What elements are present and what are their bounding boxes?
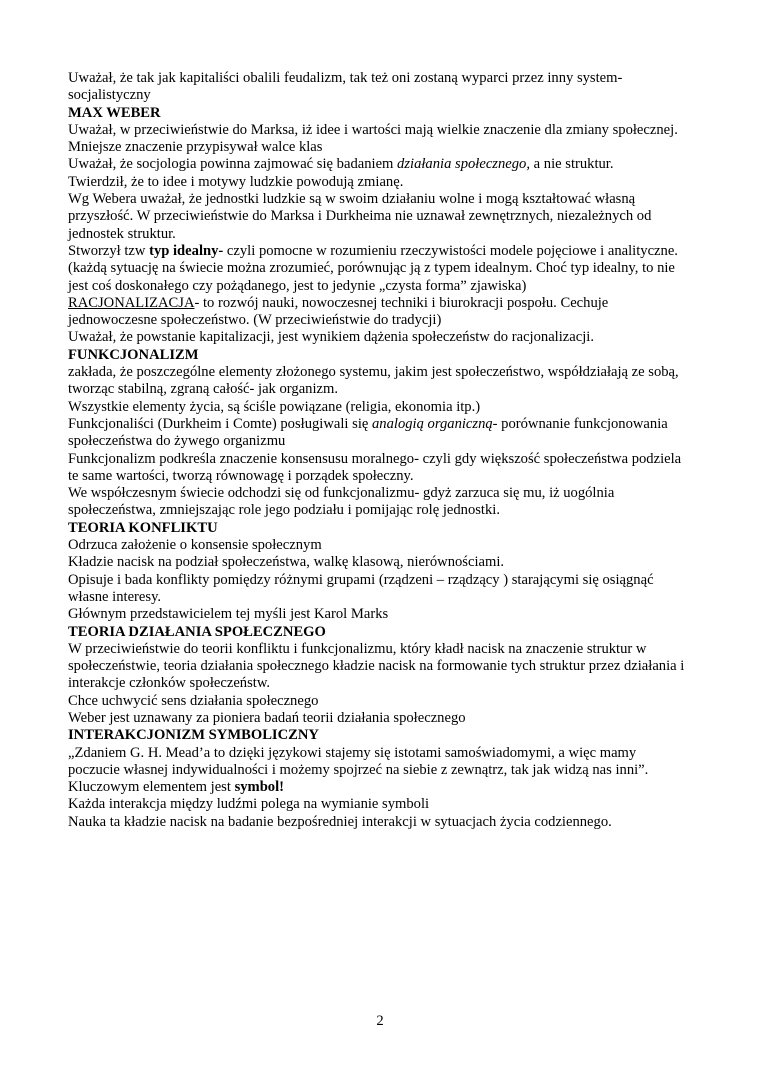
paragraph: Wszystkie elementy życia, są ściśle powiązane (religia, ekonomia itp.) <box>68 398 481 415</box>
section-heading-teoria-dzialania: TEORIA DZIAŁANIA SPOŁECZNEGO <box>68 623 326 640</box>
page-body <box>68 70 688 831</box>
paragraph: Mniejsze znaczenie przypisywał walce klas <box>68 139 323 156</box>
paragraph: Kładzie nacisk na podział społeczeństwa, walkę klasową, nierównościami. <box>68 554 505 571</box>
paragraph: Chce uchwycić sens działania społecznego <box>68 692 319 709</box>
bold-term: symbol! <box>234 779 285 796</box>
paragraph: Funkcjonalizm podkreśla znaczenie konsensusu moralnego- czyli gdy większość społeczeństwa podziela te same wartości, tworzą równowagę i porządek społeczny. <box>68 450 682 484</box>
paragraph: zakłada, że poszczególne elementy złożonego systemu, jakim jest społeczeństwo, współdziałają ze sobą, tworząc stabilną, zgraną całość- jak organizm. <box>68 364 679 398</box>
section-heading-interakcjonizm: INTERAKCJONIZM SYMBOLICZNY <box>68 727 319 744</box>
paragraph: We współczesnym świecie odchodzi się od funkcjonalizmu- gdyż zarzuca się mu, iż uogólnia społeczeństwa, zmniejszając role jego podziału i pomijając rolę jednostki. <box>68 485 615 519</box>
paragraph <box>68 416 688 451</box>
paragraph: Weber jest uznawany za pioniera badań teorii działania społecznego <box>68 709 466 726</box>
text-run: a nie struktur. <box>530 156 614 173</box>
text-run: - to rozwój nauki, nowoczesnej techniki i biurokracji pospołu. Cechuje jednowoczesne społeczeństwo. (W przeciwieństwie do tradycji) <box>68 294 609 329</box>
text-run: Funkcjonaliści (Durkheim i Comte) posługiwali się <box>68 415 372 432</box>
text-run: czyli pomocne w rozumieniu rzeczywistości modele pojęciowe i analityczne.(każdą sytuację na świecie można zrozumieć, porównując ją z typem idealnym. Choć typ idealny, to nie jest coś doskonałego czy pożądanego, jest to jedynie „czysta forma” zjawiska) <box>68 242 678 294</box>
text-run: Kluczowym elementem jest <box>68 779 235 796</box>
section-heading-funkcjonalizm: FUNKCJONALIZM <box>68 346 199 363</box>
paragraph <box>68 295 688 330</box>
paragraph: W przeciwieństwie do teorii konfliktu i funkcjonalizmu, który kładł nacisk na znaczenie struktur w społeczeństwie, teoria działania społecznego kładzie nacisk na formowanie tych struktur przez działania i interakcje członków społeczeństw. <box>68 640 685 692</box>
text-run: Stworzył tzw <box>68 242 150 259</box>
paragraph: Uważał, że powstanie kapitalizacji, jest wynikiem dążenia społeczeństw do racjonalizacji. <box>68 329 594 346</box>
paragraph <box>68 243 688 295</box>
paragraph: Uważał, w przeciwieństwie do Marksa, iż idee i wartości mają wielkie znaczenie dla zmiany społecznej. <box>68 121 678 138</box>
section-heading-teoria-konfliktu: TEORIA KONFLIKTU <box>68 519 218 536</box>
paragraph: Każda interakcja między ludźmi polega na wymianie symboli <box>68 796 430 813</box>
paragraph: Twierdził, że to idee i motywy ludzkie powodują zmianę. <box>68 173 404 190</box>
underlined-term: RACJONALIZACJA <box>68 294 195 311</box>
italic-term: działania społecznego, <box>397 156 531 173</box>
paragraph: Nauka ta kładzie nacisk na badanie bezpośredniej interakcji w sytuacjach życia codziennego. <box>68 813 612 830</box>
paragraph: Opisuje i bada konflikty pomiędzy różnymi grupami (rządzeni – rządzący ) starającymi się osiągnąć własne interesy. <box>68 571 654 605</box>
paragraph: Głównym przedstawicielem tej myśli jest Karol Marks <box>68 606 389 623</box>
paragraph: Uważał, że tak jak kapitaliści obalili feudalizm, tak też oni zostaną wyparci przez inny system-socjalistyczny <box>68 70 623 104</box>
bold-term: typ idealny- <box>149 242 224 259</box>
italic-term: analogią organiczną <box>372 415 493 432</box>
paragraph: „Zdaniem G. H. Mead’a to dzięki językowi stajemy się istotami samoświadomymi, a więc mamy poczucie własnej indywidualności i możemy spojrzeć na siebie z zewnątrz, tak jak widzą nas inni”. <box>68 744 649 778</box>
text-run: Uważał, że socjologia powinna zajmować się badaniem <box>68 156 398 173</box>
paragraph: Wg Webera uważał, że jednostki ludzkie są w swoim działaniu wolne i mogą kształtować własną przyszłość. W przeciwieństwie do Marksa i Durkheima nie uznawał zewnętrznych, niezależnych od jednostek struktur. <box>68 191 652 242</box>
paragraph: Odrzuca założenie o konsensie społecznym <box>68 537 322 554</box>
text-run: - porównanie funkcjonowania społeczeństwa do żywego organizmu <box>68 415 668 450</box>
section-heading-max-weber: MAX WEBER <box>68 104 161 121</box>
paragraph <box>68 779 688 796</box>
page-number: 2 <box>376 1013 384 1029</box>
paragraph <box>68 156 688 173</box>
